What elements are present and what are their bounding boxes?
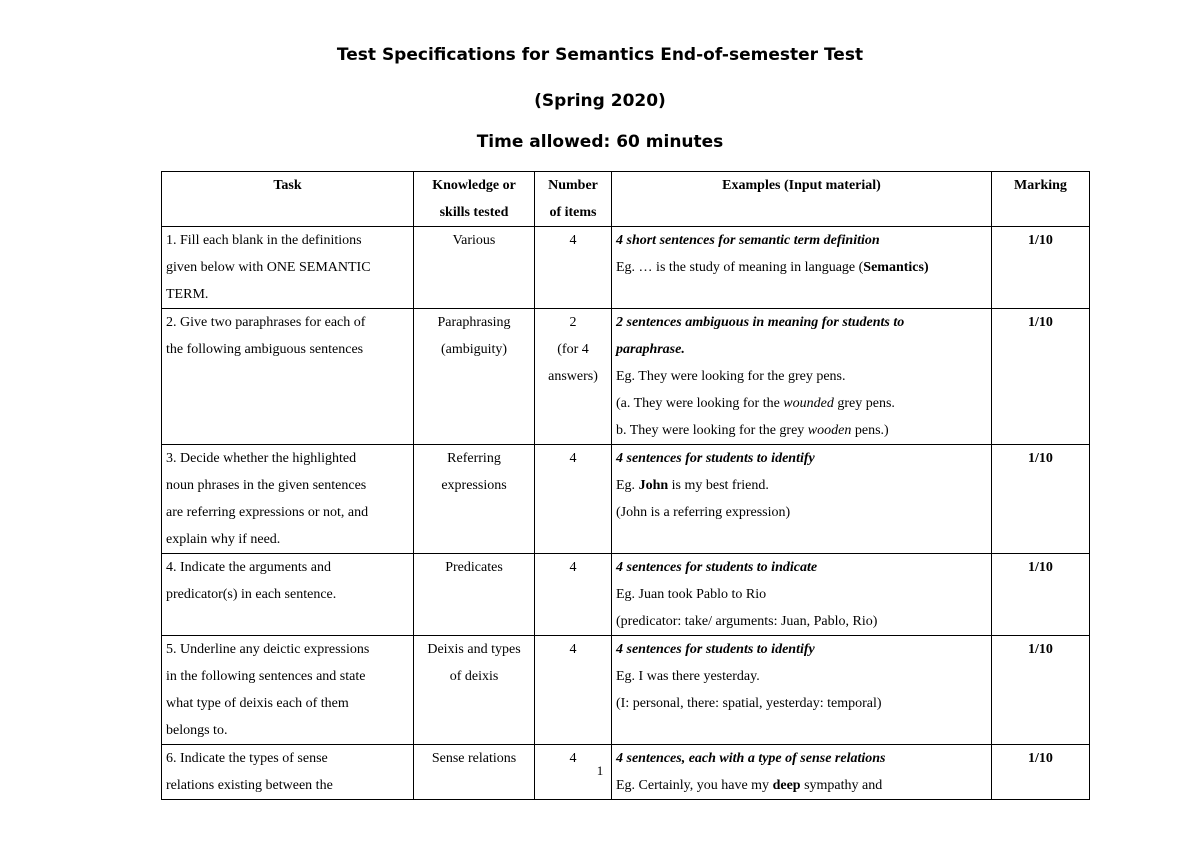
number-cell bbox=[535, 227, 612, 309]
marking-cell bbox=[992, 309, 1090, 445]
examples-cell bbox=[612, 445, 992, 554]
task-cell bbox=[162, 636, 414, 745]
example-heading: paraphrase. bbox=[616, 342, 685, 357]
task-line: 3. Decide whether the highlighted bbox=[166, 451, 357, 466]
skill-line: expressions bbox=[441, 478, 507, 493]
example-line: Eg. They were looking for the grey pens. bbox=[616, 369, 846, 384]
example-heading: 4 sentences for students to indicate bbox=[616, 560, 818, 575]
skill-cell bbox=[414, 636, 535, 745]
page-number: 1 bbox=[596, 763, 604, 778]
task-cell bbox=[162, 309, 414, 445]
table-row bbox=[162, 636, 1090, 745]
example-line: Eg. I was there yesterday. bbox=[616, 669, 760, 684]
header-examples bbox=[612, 172, 992, 227]
skill-line: Sense relations bbox=[431, 751, 517, 766]
example-text: Eg. Certainly, you have my bbox=[616, 778, 773, 793]
table-header-row bbox=[162, 172, 1090, 227]
task-line: 1. Fill each blank in the definitions bbox=[166, 233, 362, 248]
table-row bbox=[162, 227, 1090, 309]
task-line: given below with ONE SEMANTIC bbox=[166, 260, 371, 275]
marking-cell bbox=[992, 636, 1090, 745]
skill-cell bbox=[414, 227, 535, 309]
header-knowledge-line-1: Knowledge or bbox=[432, 178, 516, 193]
number-line: 4 bbox=[569, 233, 577, 248]
examples-cell bbox=[612, 309, 992, 445]
task-line: the following ambiguous sentences bbox=[166, 342, 364, 357]
header-task bbox=[162, 172, 414, 227]
number-cell bbox=[535, 554, 612, 636]
task-line: relations existing between the bbox=[166, 778, 333, 793]
example-line: (predicator: take/ arguments: Juan, Pablo, Rio) bbox=[616, 614, 878, 629]
number-line: 4 bbox=[569, 560, 577, 575]
header-marking bbox=[992, 172, 1090, 227]
document-term: (Spring 2020) bbox=[534, 91, 666, 111]
marking-value: 1/10 bbox=[1028, 315, 1053, 330]
header-task-label: Task bbox=[273, 178, 302, 193]
header-number-line-1: Number bbox=[548, 178, 598, 193]
example-text: sympathy and bbox=[800, 778, 883, 793]
examples-cell bbox=[612, 227, 992, 309]
task-line: 2. Give two paraphrases for each of bbox=[166, 315, 366, 330]
example-heading: 4 sentences for students to identify bbox=[616, 451, 815, 466]
header-marking-label: Marking bbox=[1014, 178, 1067, 193]
example-text: (a. They were looking for the bbox=[616, 396, 784, 411]
task-line: what type of deixis each of them bbox=[166, 696, 349, 711]
task-line: are referring expressions or not, and bbox=[166, 505, 369, 520]
task-cell bbox=[162, 554, 414, 636]
example-text: grey pens. bbox=[833, 396, 895, 411]
example-italic-word: wounded bbox=[783, 396, 834, 411]
marking-cell bbox=[992, 227, 1090, 309]
example-text: Eg. … is the study of meaning in language ( bbox=[616, 260, 864, 275]
number-line: 4 bbox=[569, 451, 577, 466]
example-text: Eg. bbox=[616, 478, 639, 493]
example-line bbox=[616, 472, 987, 499]
table-row bbox=[162, 554, 1090, 636]
number-cell bbox=[535, 636, 612, 745]
example-text: is my best friend. bbox=[668, 478, 769, 493]
skill-line: Various bbox=[452, 233, 496, 248]
examples-cell bbox=[612, 636, 992, 745]
number-line: 2 bbox=[569, 315, 577, 330]
skill-line: Deixis and types bbox=[427, 642, 521, 657]
marking-cell bbox=[992, 445, 1090, 554]
example-bold-term: Semantics) bbox=[863, 260, 929, 275]
header-knowledge-line-2: skills tested bbox=[439, 205, 509, 220]
task-line: predicator(s) in each sentence. bbox=[166, 587, 337, 602]
table-row bbox=[162, 445, 1090, 554]
example-line: (I: personal, there: spatial, yesterday: temporal) bbox=[616, 696, 882, 711]
task-line: belongs to. bbox=[166, 723, 228, 738]
task-line: in the following sentences and state bbox=[166, 669, 366, 684]
example-heading: 2 sentences ambiguous in meaning for students to bbox=[616, 315, 905, 330]
marking-value: 1/10 bbox=[1028, 451, 1053, 466]
skill-line: Referring bbox=[447, 451, 501, 466]
example-line bbox=[616, 390, 987, 417]
table-row bbox=[162, 309, 1090, 445]
number-cell bbox=[535, 445, 612, 554]
skill-cell bbox=[414, 554, 535, 636]
number-cell bbox=[535, 309, 612, 445]
example-heading: 4 sentences for students to identify bbox=[616, 642, 815, 657]
time-allowed: Time allowed: 60 minutes bbox=[476, 132, 724, 152]
marking-value: 1/10 bbox=[1028, 642, 1053, 657]
skill-line: Paraphrasing bbox=[437, 315, 511, 330]
marking-value: 1/10 bbox=[1028, 560, 1053, 575]
example-bold-term: deep bbox=[772, 778, 801, 793]
example-heading: 4 short sentences for semantic term definition bbox=[616, 233, 880, 248]
task-line: noun phrases in the given sentences bbox=[166, 478, 367, 493]
header-number-line-2: of items bbox=[549, 205, 597, 220]
example-text: b. They were looking for the grey bbox=[616, 423, 808, 438]
example-line: (John is a referring expression) bbox=[616, 505, 791, 520]
skill-line: Predicates bbox=[445, 560, 503, 575]
specifications-table bbox=[161, 171, 1090, 800]
header-knowledge bbox=[414, 172, 535, 227]
number-line: 4 bbox=[569, 642, 577, 657]
task-line: explain why if need. bbox=[166, 532, 281, 547]
marking-cell bbox=[992, 554, 1090, 636]
example-heading: 4 sentences, each with a type of sense relations bbox=[616, 751, 886, 766]
skill-cell bbox=[414, 309, 535, 445]
number-line: answers) bbox=[548, 369, 598, 384]
task-line: 4. Indicate the arguments and bbox=[166, 560, 331, 575]
marking-value: 1/10 bbox=[1028, 233, 1053, 248]
number-line: (for 4 bbox=[557, 342, 589, 357]
task-cell bbox=[162, 227, 414, 309]
marking-value: 1/10 bbox=[1028, 751, 1053, 766]
example-line: Eg. Juan took Pablo to Rio bbox=[616, 587, 767, 602]
task-cell bbox=[162, 445, 414, 554]
example-bold-term: John bbox=[638, 478, 669, 493]
examples-cell bbox=[612, 554, 992, 636]
document-title: Test Specifications for Semantics End-of-semester Test bbox=[336, 45, 864, 65]
task-line: 5. Underline any deictic expressions bbox=[166, 642, 370, 657]
header-examples-label: Examples (Input material) bbox=[722, 178, 881, 193]
skill-line: (ambiguity) bbox=[440, 342, 508, 357]
example-line bbox=[616, 417, 987, 444]
number-line: 4 bbox=[569, 751, 577, 766]
skill-cell bbox=[414, 445, 535, 554]
task-line: 6. Indicate the types of sense bbox=[166, 751, 328, 766]
example-line bbox=[616, 254, 987, 281]
skill-line: of deixis bbox=[449, 669, 499, 684]
example-italic-word: wooden bbox=[807, 423, 852, 438]
task-line: TERM. bbox=[166, 287, 209, 302]
header-number bbox=[535, 172, 612, 227]
example-text: pens.) bbox=[851, 423, 889, 438]
